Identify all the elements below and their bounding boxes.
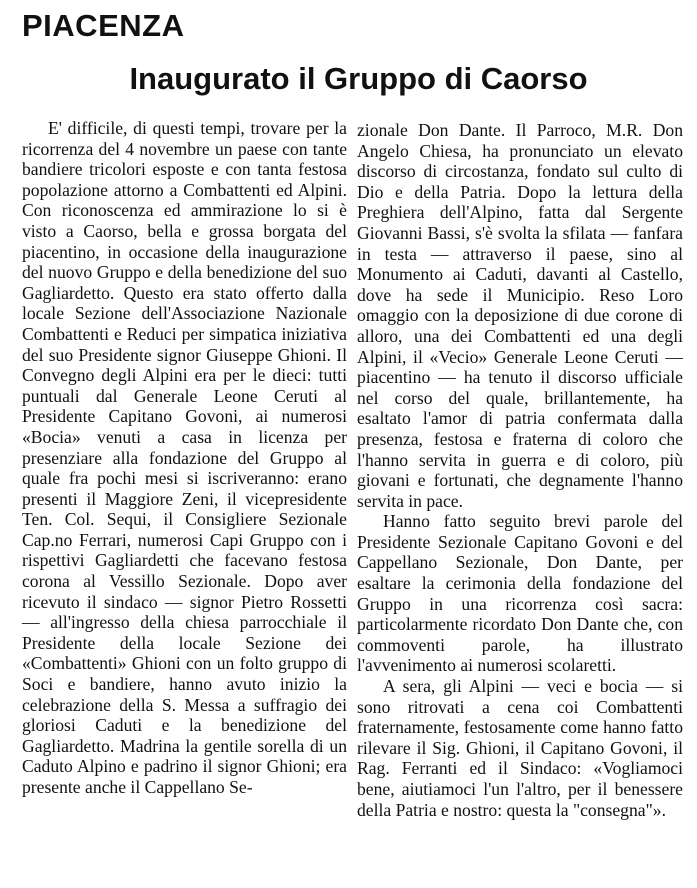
- section-title: PIACENZA: [22, 8, 185, 43]
- article-paragraph: A sera, gli Alpini — veci e bocia — si sono ritrovati a cena coi Combattenti fraternamente, festosamente come hanno fatto rilevare il Sig. Ghioni, il Capitano Govoni, il Rag. Ferranti ed il Sindaco: «Vogliamoci bene, aiutiamoci l'un l'altro, per il benessere della Patria e nostro: questa la "consegna"».: [357, 676, 683, 820]
- article-paragraph: Hanno fatto seguito brevi parole del Presidente Sezionale Capitano Govoni e del Cappellano Sezionale, Don Dante, per esaltare la cerimonia della fondazione del Gruppo in una ricorrenza così sacra: particolarmente ricordato Don Dante che, con commoventi parole, ha illustrato l'avvenimento ai numerosi scolaretti.: [357, 511, 683, 676]
- article-headline: Inaugurato il Gruppo di Caorso: [129, 61, 588, 96]
- article-paragraph: E' difficile, di questi tempi, trovare per la ricorrenza del 4 novembre un paese con tante bandiere tricolori esposte e con tanta festosa popolazione attorno a Combattenti ed Alpini. Con riconoscenza ed ammirazione lo si è visto a Caorso, bella e grossa borgata del piacentino, in occasione della inaugurazione del nuovo Gruppo e della benedizione del suo Gagliardetto. Questo era stato offerto dalla locale Sezione dell'Associazione Nazionale Combattenti e Reduci per simpatica iniziativa del suo Presidente signor Giuseppe Ghioni. Il Convegno degli Alpini era per le dieci: tutti puntuali dal Generale Leone Ceruti al Presidente Capitano Govoni, ai numerosi «Bocia» venuti a casa in licenza per presenziare alla fondazione del Gruppo al quale fra pochi mesi si iscriveranno: erano presenti il Maggiore Zeni, il vicepresidente Ten. Col. Sequi, il Consigliere Sezionale Cap.no Ferrari, numerosi Capi Gruppo con i rispettivi Gagliardetti che facevano festosa corona al Vessillo Sezionale. Dopo aver ricevuto il sindaco — signor Pietro Rossetti — all'ingresso della chiesa parrocchiale il Presidente della locale Sezione dei «Combattenti» Ghioni con un folto gruppo di Soci e bandiere, hanno avuto inizio la celebrazione della S. Messa a suffragio dei gloriosi Caduti e la benedizione del Gagliardetto. Madrina la gentile sorella di un Caduto Alpino e padrino il signor Ghioni; era presente anche il Cappellano Se-: [22, 118, 347, 797]
- article-column-right: [357, 120, 683, 820]
- article-column-left: [22, 118, 347, 798]
- article-paragraph: zionale Don Dante. Il Parroco, M.R. Don Angelo Chiesa, ha pronunciato un elevato discorso di circostanza, fondato sul culto di Dio e della Patria. Dopo la lettura della Preghiera dell'Alpino, fatta dal Sergente Giovanni Bassi, s'è svolta la sfilata — fanfara in testa — attraverso il paese, sino al Monumento ai Caduti, davanti al Castello, dove ha sede il Municipio. Reso Loro omaggio con la deposizione di due corone di alloro, una dei Combattenti ed una degli Alpini, il «Vecio» Generale Leone Ceruti — piacentino — ha tenuto il discorso ufficiale nel corso del quale, brillantemente, ha esaltato l'amor di patria confermata dalla presenza, festosa e fraterna di coloro che l'hanno servita in guerra e di coloro, più giovani e fortunati, che degnamente l'hanno servita in pace.: [357, 120, 683, 511]
